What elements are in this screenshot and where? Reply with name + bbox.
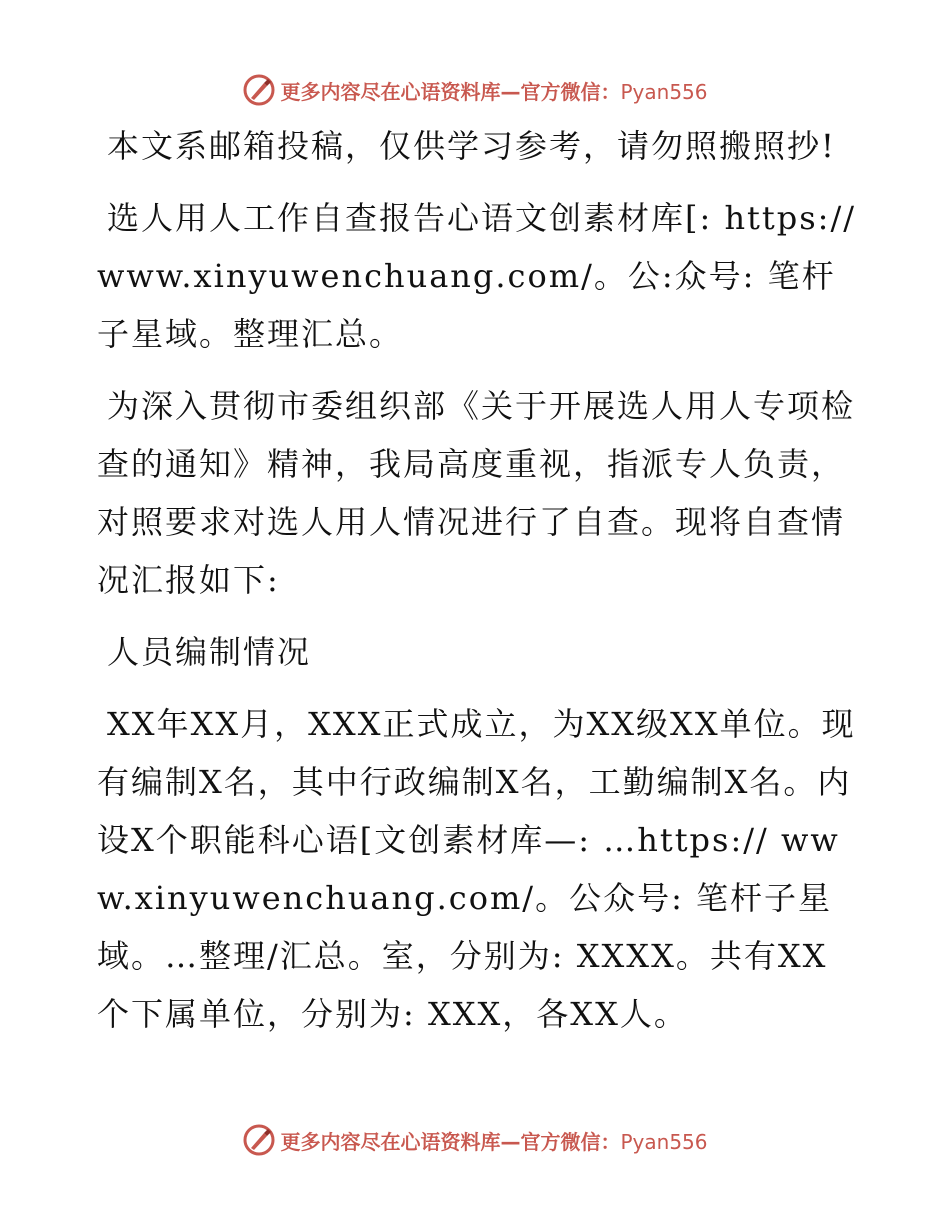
- footer-watermark: [0, 1120, 950, 1160]
- header-watermark: [0, 70, 950, 110]
- watermark-wechat-id: Pyan556: [620, 79, 708, 104]
- watermark-wechat-id: Pyan556: [620, 1129, 708, 1154]
- pen-logo-icon: [242, 73, 276, 107]
- source-paragraph: 选人用人工作自查报告心语文创素材库[: https://www.xinyuwenchuang.com/。公:众号: 笔杆子星域。整理汇总。: [97, 199, 857, 353]
- document-body: [97, 117, 857, 1057]
- watermark-text: 更多内容尽在心语资料库—官方微信：Pyan556: [280, 79, 708, 104]
- watermark-text: 更多内容尽在心语资料库—官方微信：Pyan556: [280, 1129, 708, 1154]
- intro-paragraph: 为深入贯彻市委组织部《关于开展选人用人专项检查的通知》精神，我局高度重视，指派专人负责，对照要求对选人用人情况进行了自查。现将自查情况汇报如下:: [97, 387, 856, 599]
- staffing-paragraph: XX年XX月，XXX正式成立，为XX级XX单位。现有编制X名，其中行政编制X名，工勤编制X名。内设X个职能科心语[文创素材库—: …https:// www.xinyuwenchuang.com/。公众号: 笔杆子星域。…整理/汇总。室，分别为: XXXX。共有XX个下属单位，分别为: XXX，各XX人。: [97, 705, 856, 1033]
- notice-paragraph: 本文系邮箱投稿，仅供学习参考，请勿照搬照抄!: [107, 127, 836, 165]
- section-heading: 人员编制情况: [107, 633, 312, 671]
- pen-logo-icon: [242, 1123, 276, 1157]
